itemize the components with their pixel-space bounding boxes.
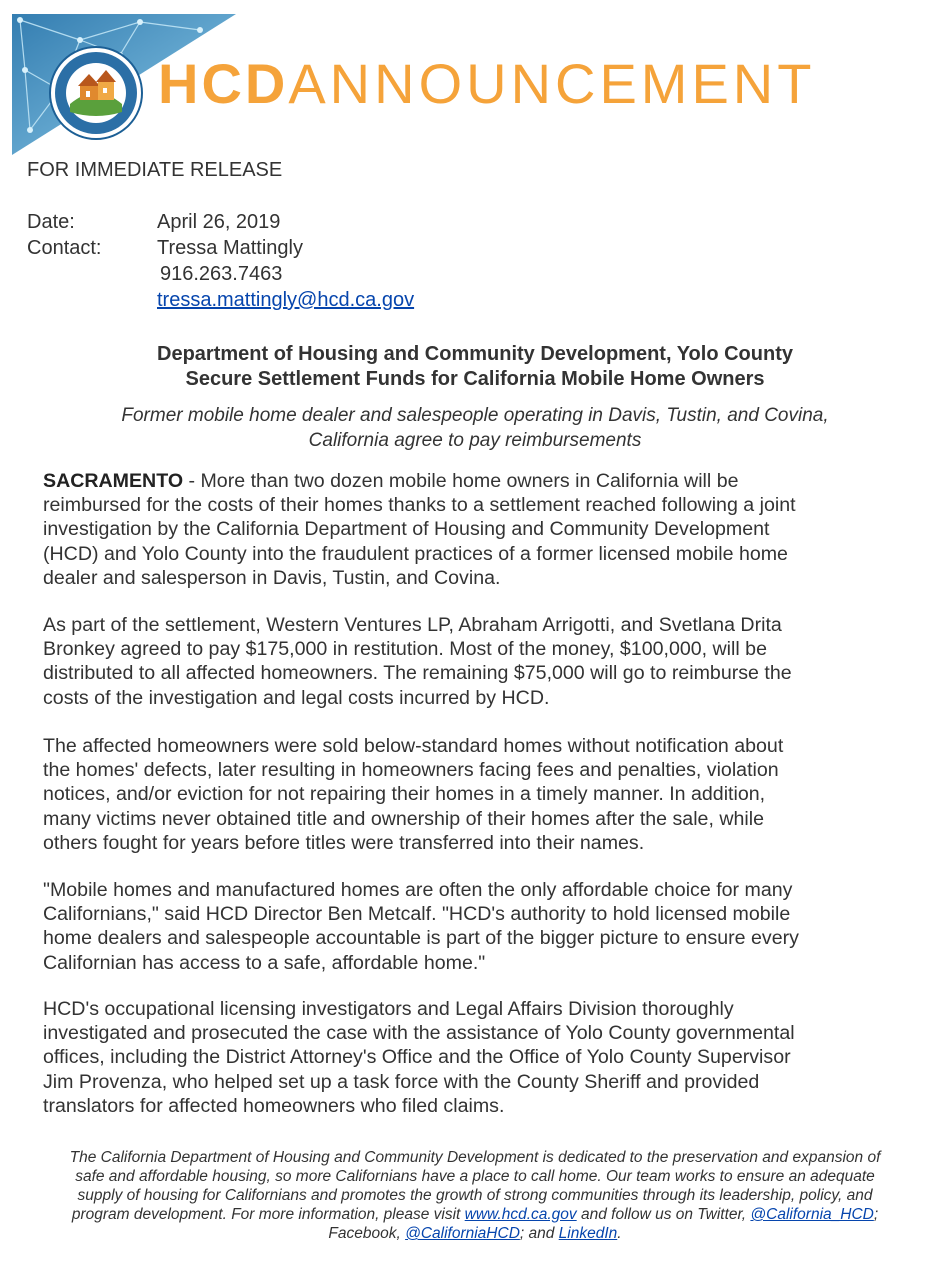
date-value: April 26, 2019 [157,211,281,233]
paragraph-5: HCD's occupational licensing investigators and Legal Affairs Division thoroughly investigated and prosecuted the case with the assistance of Yolo County governmental offices, including the District Attorney's Office and the Office of Yolo County Supervisor Jim Provenza, who helped set up a task force with the County Sheriff and provided translators for affected homeowners who filed claims. [43,998,795,1117]
subhead-line: Former mobile home dealer and salespeople operating in Davis, Tustin, and Covina, [121,405,829,426]
brand-announcement: ANNOUNCEMENT [288,52,816,115]
release-label: FOR IMMEDIATE RELEASE [27,159,283,181]
contact-name: Tressa Mattingly [157,237,303,259]
contact-label: Contact: [27,237,102,259]
brand-hcd: HCD [158,52,289,115]
headline-line: Department of Housing and Community Development, Yolo County [157,343,793,365]
subheadline [0,403,950,453]
dateline: SACRAMENTO [43,470,184,492]
facebook-link[interactable]: @CaliforniaHCD [405,1225,520,1242]
hcd-seal [50,47,142,139]
contact-email-wrap [157,289,414,312]
linkedin-link[interactable]: LinkedIn [558,1225,618,1242]
subhead-line: California agree to pay reimbursements [308,430,642,451]
paragraph-4: "Mobile homes and manufactured homes are often the only affordable choice for many Californians," said HCD Director Ben Metcalf. "HCD's authority to hold licensed mobile home dealers and salespeople accountable is part of the bigger picture to ensure every Californian has access to a safe, affordable home." [43,879,799,974]
paragraph-1: SACRAMENTO - More than two dozen mobile home owners in California will be reimbursed for the costs of their homes thanks to a settlement reached following a joint investigation by the California Department of Housing and Community Development (HCD) and Yolo County into the fraudulent practices of a former licensed mobile home dealer and salesperson in Davis, Tustin, and Covina. [43,470,796,589]
announcement-title [158,52,815,116]
paragraph-2: As part of the settlement, Western Ventures LP, Abraham Arrigotti, and Svetlana Drita Bronkey agreed to pay $175,000 in restitution. Most of the money, $100,000, will be distributed to all affected homeowners. The remaining $75,000 will go to reimburse the costs of the investigation and legal costs incurred by HCD. [43,614,792,709]
paragraph-3: The affected homeowners were sold below-standard homes without notification about the homes' defects, later resulting in homeowners facing fees and penalties, violation notices, and/or eviction for not repairing their homes in a timely manner. In addition, many victims never obtained title and ownership of their homes after the sale, while others fought for years before titles were transferred into their names. [43,735,784,854]
date-label: Date: [27,211,75,233]
website-link[interactable]: www.hcd.ca.gov [464,1206,577,1223]
headline [0,342,950,392]
twitter-link[interactable]: @California_HCD [750,1206,874,1223]
headline-line: Secure Settlement Funds for California Mobile Home Owners [185,368,765,390]
contact-phone: 916.263.7463 [160,263,283,285]
boilerplate-footer: The California Department of Housing and Community Development is dedicated to the preservation and expansion of safe and affordable housing, so more Californians have a place to call home. Our team works to ensure an adequate supply of housing for Californians and promotes the growth of strong communities through its leadership, policy, and program development. For more information, please visit www.hcd.ca.gov and follow us on Twitter, @California_HCD; Facebook, @CaliforniaHCD; and LinkedIn. [69,1149,881,1242]
announcement-header [0,0,950,160]
contact-email-link[interactable]: tressa.mattingly@hcd.ca.gov [157,289,415,311]
